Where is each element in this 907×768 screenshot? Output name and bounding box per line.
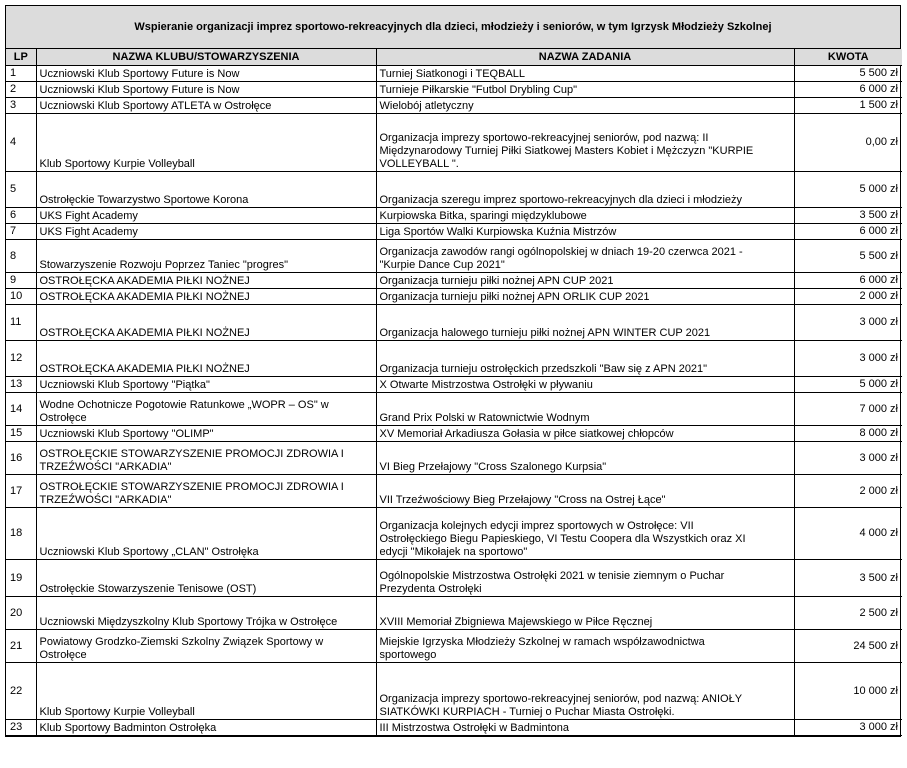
cell-amount: 0,00 zł bbox=[794, 114, 902, 172]
cell-lp: 7 bbox=[6, 224, 36, 240]
table-row bbox=[6, 98, 902, 114]
cell-lp: 13 bbox=[6, 377, 36, 393]
cell-amount: 4 000 zł bbox=[794, 508, 902, 560]
cell-task: Organizacja turnieju piłki nożnej APN ORLIK CUP 2021 bbox=[376, 289, 794, 305]
cell-lp: 12 bbox=[6, 341, 36, 377]
cell-club: Ostrołęckie Towarzystwo Sportowe Korona bbox=[36, 172, 376, 208]
cell-lp: 6 bbox=[6, 208, 36, 224]
cell-task: Grand Prix Polski w Ratownictwie Wodnym bbox=[376, 393, 794, 426]
cell-task: Liga Sportów Walki Kurpiowska Kuźnia Mistrzów bbox=[376, 224, 794, 240]
cell-club: UKS Fight Academy bbox=[36, 208, 376, 224]
cell-lp: 17 bbox=[6, 475, 36, 508]
cell-task: Miejskie Igrzyska Młodzieży Szkolnej w ramach współzawodnictwa sportowego bbox=[376, 630, 794, 663]
cell-task: X Otwarte Mistrzostwa Ostrołęki w pływaniu bbox=[376, 377, 794, 393]
cell-amount: 5 000 zł bbox=[794, 172, 902, 208]
cell-task: Organizacja szeregu imprez sportowo-rekreacyjnych dla dzieci i młodzieży bbox=[376, 172, 794, 208]
cell-club: Wodne Ochotnicze Pogotowie Ratunkowe „WOPR – OS" w Ostrołęce bbox=[36, 393, 376, 426]
table-header-row bbox=[6, 49, 902, 66]
cell-task: Wielobój atletyczny bbox=[376, 98, 794, 114]
document-title: Wspieranie organizacji imprez sportowo-rekreacyjnych dla dzieci, młodzieży i seniorów, w tym Igrzysk Młodzieży Szkolnej bbox=[6, 6, 900, 49]
header-lp: LP bbox=[6, 49, 36, 66]
cell-lp: 5 bbox=[6, 172, 36, 208]
table-row bbox=[6, 240, 902, 273]
table-row bbox=[6, 305, 902, 341]
cell-club: Klub Sportowy Kurpie Volleyball bbox=[36, 663, 376, 720]
cell-amount: 1 500 zł bbox=[794, 98, 902, 114]
cell-club: Uczniowski Klub Sportowy ATLETA w Ostrołęce bbox=[36, 98, 376, 114]
cell-club: Uczniowski Klub Sportowy "Piątka" bbox=[36, 377, 376, 393]
cell-club: OSTROŁĘCKIE STOWARZYSZENIE PROMOCJI ZDROWIA I TRZEŹWOŚCI "ARKADIA" bbox=[36, 475, 376, 508]
table-row bbox=[6, 663, 902, 720]
cell-task: Organizacja kolejnych edycji imprez sportowych w Ostrołęce: VII Ostrołęckiego Biegu Papieskiego, VI Testu Coopera dla Wszystkich oraz XI edycji "Mikołajek na sportowo" bbox=[376, 508, 794, 560]
cell-task: Organizacja turnieju piłki nożnej APN CUP 2021 bbox=[376, 273, 794, 289]
table-row bbox=[6, 560, 902, 597]
cell-lp: 9 bbox=[6, 273, 36, 289]
cell-amount: 10 000 zł bbox=[794, 663, 902, 720]
cell-amount: 3 500 zł bbox=[794, 560, 902, 597]
table-row bbox=[6, 273, 902, 289]
table-row bbox=[6, 114, 902, 172]
cell-lp: 15 bbox=[6, 426, 36, 442]
cell-club: OSTROŁĘCKA AKADEMIA PIŁKI NOŻNEJ bbox=[36, 273, 376, 289]
cell-club: Uczniowski Międzyszkolny Klub Sportowy Trójka w Ostrołęce bbox=[36, 597, 376, 630]
cell-amount: 2 500 zł bbox=[794, 597, 902, 630]
cell-lp: 18 bbox=[6, 508, 36, 560]
table-row bbox=[6, 341, 902, 377]
cell-amount: 6 000 zł bbox=[794, 273, 902, 289]
cell-amount: 6 000 zł bbox=[794, 224, 902, 240]
cell-lp: 20 bbox=[6, 597, 36, 630]
cell-task: Ogólnopolskie Mistrzostwa Ostrołęki 2021 w tenisie ziemnym o Puchar Prezydenta Ostrołęki bbox=[376, 560, 794, 597]
cell-club: Klub Sportowy Kurpie Volleyball bbox=[36, 114, 376, 172]
table-row bbox=[6, 289, 902, 305]
cell-lp: 1 bbox=[6, 66, 36, 82]
cell-club: Klub Sportowy Badminton Ostrołęka bbox=[36, 720, 376, 736]
cell-amount: 7 000 zł bbox=[794, 393, 902, 426]
cell-lp: 21 bbox=[6, 630, 36, 663]
cell-club: OSTROŁĘCKA AKADEMIA PIŁKI NOŻNEJ bbox=[36, 341, 376, 377]
cell-task: VII Trzeźwościowy Bieg Przełajowy "Cross na Ostrej Łące" bbox=[376, 475, 794, 508]
table-row bbox=[6, 426, 902, 442]
cell-amount: 5 000 zł bbox=[794, 377, 902, 393]
cell-task: III Mistrzostwa Ostrołęki w Badmintona bbox=[376, 720, 794, 736]
table-row bbox=[6, 172, 902, 208]
cell-lp: 14 bbox=[6, 393, 36, 426]
cell-task: Organizacja imprezy sportowo-rekreacyjnej seniorów, pod nazwą: ANIOŁY SIATKÓWKI KURPIACH - Turniej o Puchar Miasta Ostrołęki. bbox=[376, 663, 794, 720]
cell-club: Ostrołęckie Stowarzyszenie Tenisowe (OST) bbox=[36, 560, 376, 597]
table-row bbox=[6, 597, 902, 630]
cell-lp: 10 bbox=[6, 289, 36, 305]
cell-amount: 3 000 zł bbox=[794, 720, 902, 736]
cell-lp: 19 bbox=[6, 560, 36, 597]
cell-task: Organizacja turnieju ostrołęckich przedszkoli "Baw się z APN 2021" bbox=[376, 341, 794, 377]
cell-amount: 2 000 zł bbox=[794, 289, 902, 305]
cell-task: Organizacja imprezy sportowo-rekreacyjnej seniorów, pod nazwą: II Międzynarodowy Turniej Piłki Siatkowej Masters Kobiet i Mężczyzn "KURPIE VOLLEYBALL ". bbox=[376, 114, 794, 172]
cell-club: OSTROŁĘCKA AKADEMIA PIŁKI NOŻNEJ bbox=[36, 305, 376, 341]
table-row bbox=[6, 475, 902, 508]
cell-lp: 23 bbox=[6, 720, 36, 736]
funding-table bbox=[6, 49, 902, 736]
table-row bbox=[6, 66, 902, 82]
cell-lp: 2 bbox=[6, 82, 36, 98]
cell-club: Uczniowski Klub Sportowy „CLAN" Ostrołęka bbox=[36, 508, 376, 560]
table-row bbox=[6, 720, 902, 736]
cell-club: Powiatowy Grodzko-Ziemski Szkolny Związek Sportowy w Ostrołęce bbox=[36, 630, 376, 663]
table-row bbox=[6, 442, 902, 475]
cell-amount: 3 000 zł bbox=[794, 442, 902, 475]
header-club: NAZWA KLUBU/STOWARZYSZENIA bbox=[36, 49, 376, 66]
cell-amount: 24 500 zł bbox=[794, 630, 902, 663]
table-body bbox=[6, 66, 902, 736]
table-row bbox=[6, 630, 902, 663]
cell-club: Uczniowski Klub Sportowy Future is Now bbox=[36, 66, 376, 82]
header-task: NAZWA ZADANIA bbox=[376, 49, 794, 66]
cell-club: Uczniowski Klub Sportowy "OLIMP" bbox=[36, 426, 376, 442]
header-amount: KWOTA bbox=[794, 49, 902, 66]
cell-task: Organizacja zawodów rangi ogólnopolskiej w dniach 19-20 czerwca 2021 - "Kurpie Dance Cup 2021" bbox=[376, 240, 794, 273]
cell-task: Organizacja halowego turnieju piłki nożnej APN WINTER CUP 2021 bbox=[376, 305, 794, 341]
cell-amount: 3 000 zł bbox=[794, 305, 902, 341]
cell-task: XV Memoriał Arkadiusza Gołasia w piłce siatkowej chłopców bbox=[376, 426, 794, 442]
cell-lp: 22 bbox=[6, 663, 36, 720]
cell-club: UKS Fight Academy bbox=[36, 224, 376, 240]
cell-task: VI Bieg Przełajowy "Cross Szalonego Kurpsia" bbox=[376, 442, 794, 475]
cell-club: OSTROŁĘCKIE STOWARZYSZENIE PROMOCJI ZDROWIA I TRZEŹWOŚCI "ARKADIA" bbox=[36, 442, 376, 475]
table-row bbox=[6, 208, 902, 224]
cell-amount: 5 500 zł bbox=[794, 66, 902, 82]
cell-amount: 3 000 zł bbox=[794, 341, 902, 377]
cell-club: Uczniowski Klub Sportowy Future is Now bbox=[36, 82, 376, 98]
cell-task: Turnieje Piłkarskie "Futbol Drybling Cup" bbox=[376, 82, 794, 98]
cell-lp: 4 bbox=[6, 114, 36, 172]
funding-table-sheet bbox=[5, 5, 901, 737]
cell-task: XVIII Memoriał Zbigniewa Majewskiego w Piłce Ręcznej bbox=[376, 597, 794, 630]
cell-lp: 8 bbox=[6, 240, 36, 273]
cell-lp: 3 bbox=[6, 98, 36, 114]
table-row bbox=[6, 393, 902, 426]
cell-amount: 8 000 zł bbox=[794, 426, 902, 442]
cell-lp: 11 bbox=[6, 305, 36, 341]
table-row bbox=[6, 377, 902, 393]
cell-amount: 5 500 zł bbox=[794, 240, 902, 273]
table-row bbox=[6, 82, 902, 98]
cell-amount: 3 500 zł bbox=[794, 208, 902, 224]
cell-amount: 6 000 zł bbox=[794, 82, 902, 98]
cell-lp: 16 bbox=[6, 442, 36, 475]
cell-task: Turniej Siatkonogi i TEQBALL bbox=[376, 66, 794, 82]
cell-task: Kurpiowska Bitka, sparingi międzyklubowe bbox=[376, 208, 794, 224]
cell-club: OSTROŁĘCKA AKADEMIA PIŁKI NOŻNEJ bbox=[36, 289, 376, 305]
cell-club: Stowarzyszenie Rozwoju Poprzez Taniec "progres" bbox=[36, 240, 376, 273]
table-row bbox=[6, 224, 902, 240]
cell-amount: 2 000 zł bbox=[794, 475, 902, 508]
table-row bbox=[6, 508, 902, 560]
